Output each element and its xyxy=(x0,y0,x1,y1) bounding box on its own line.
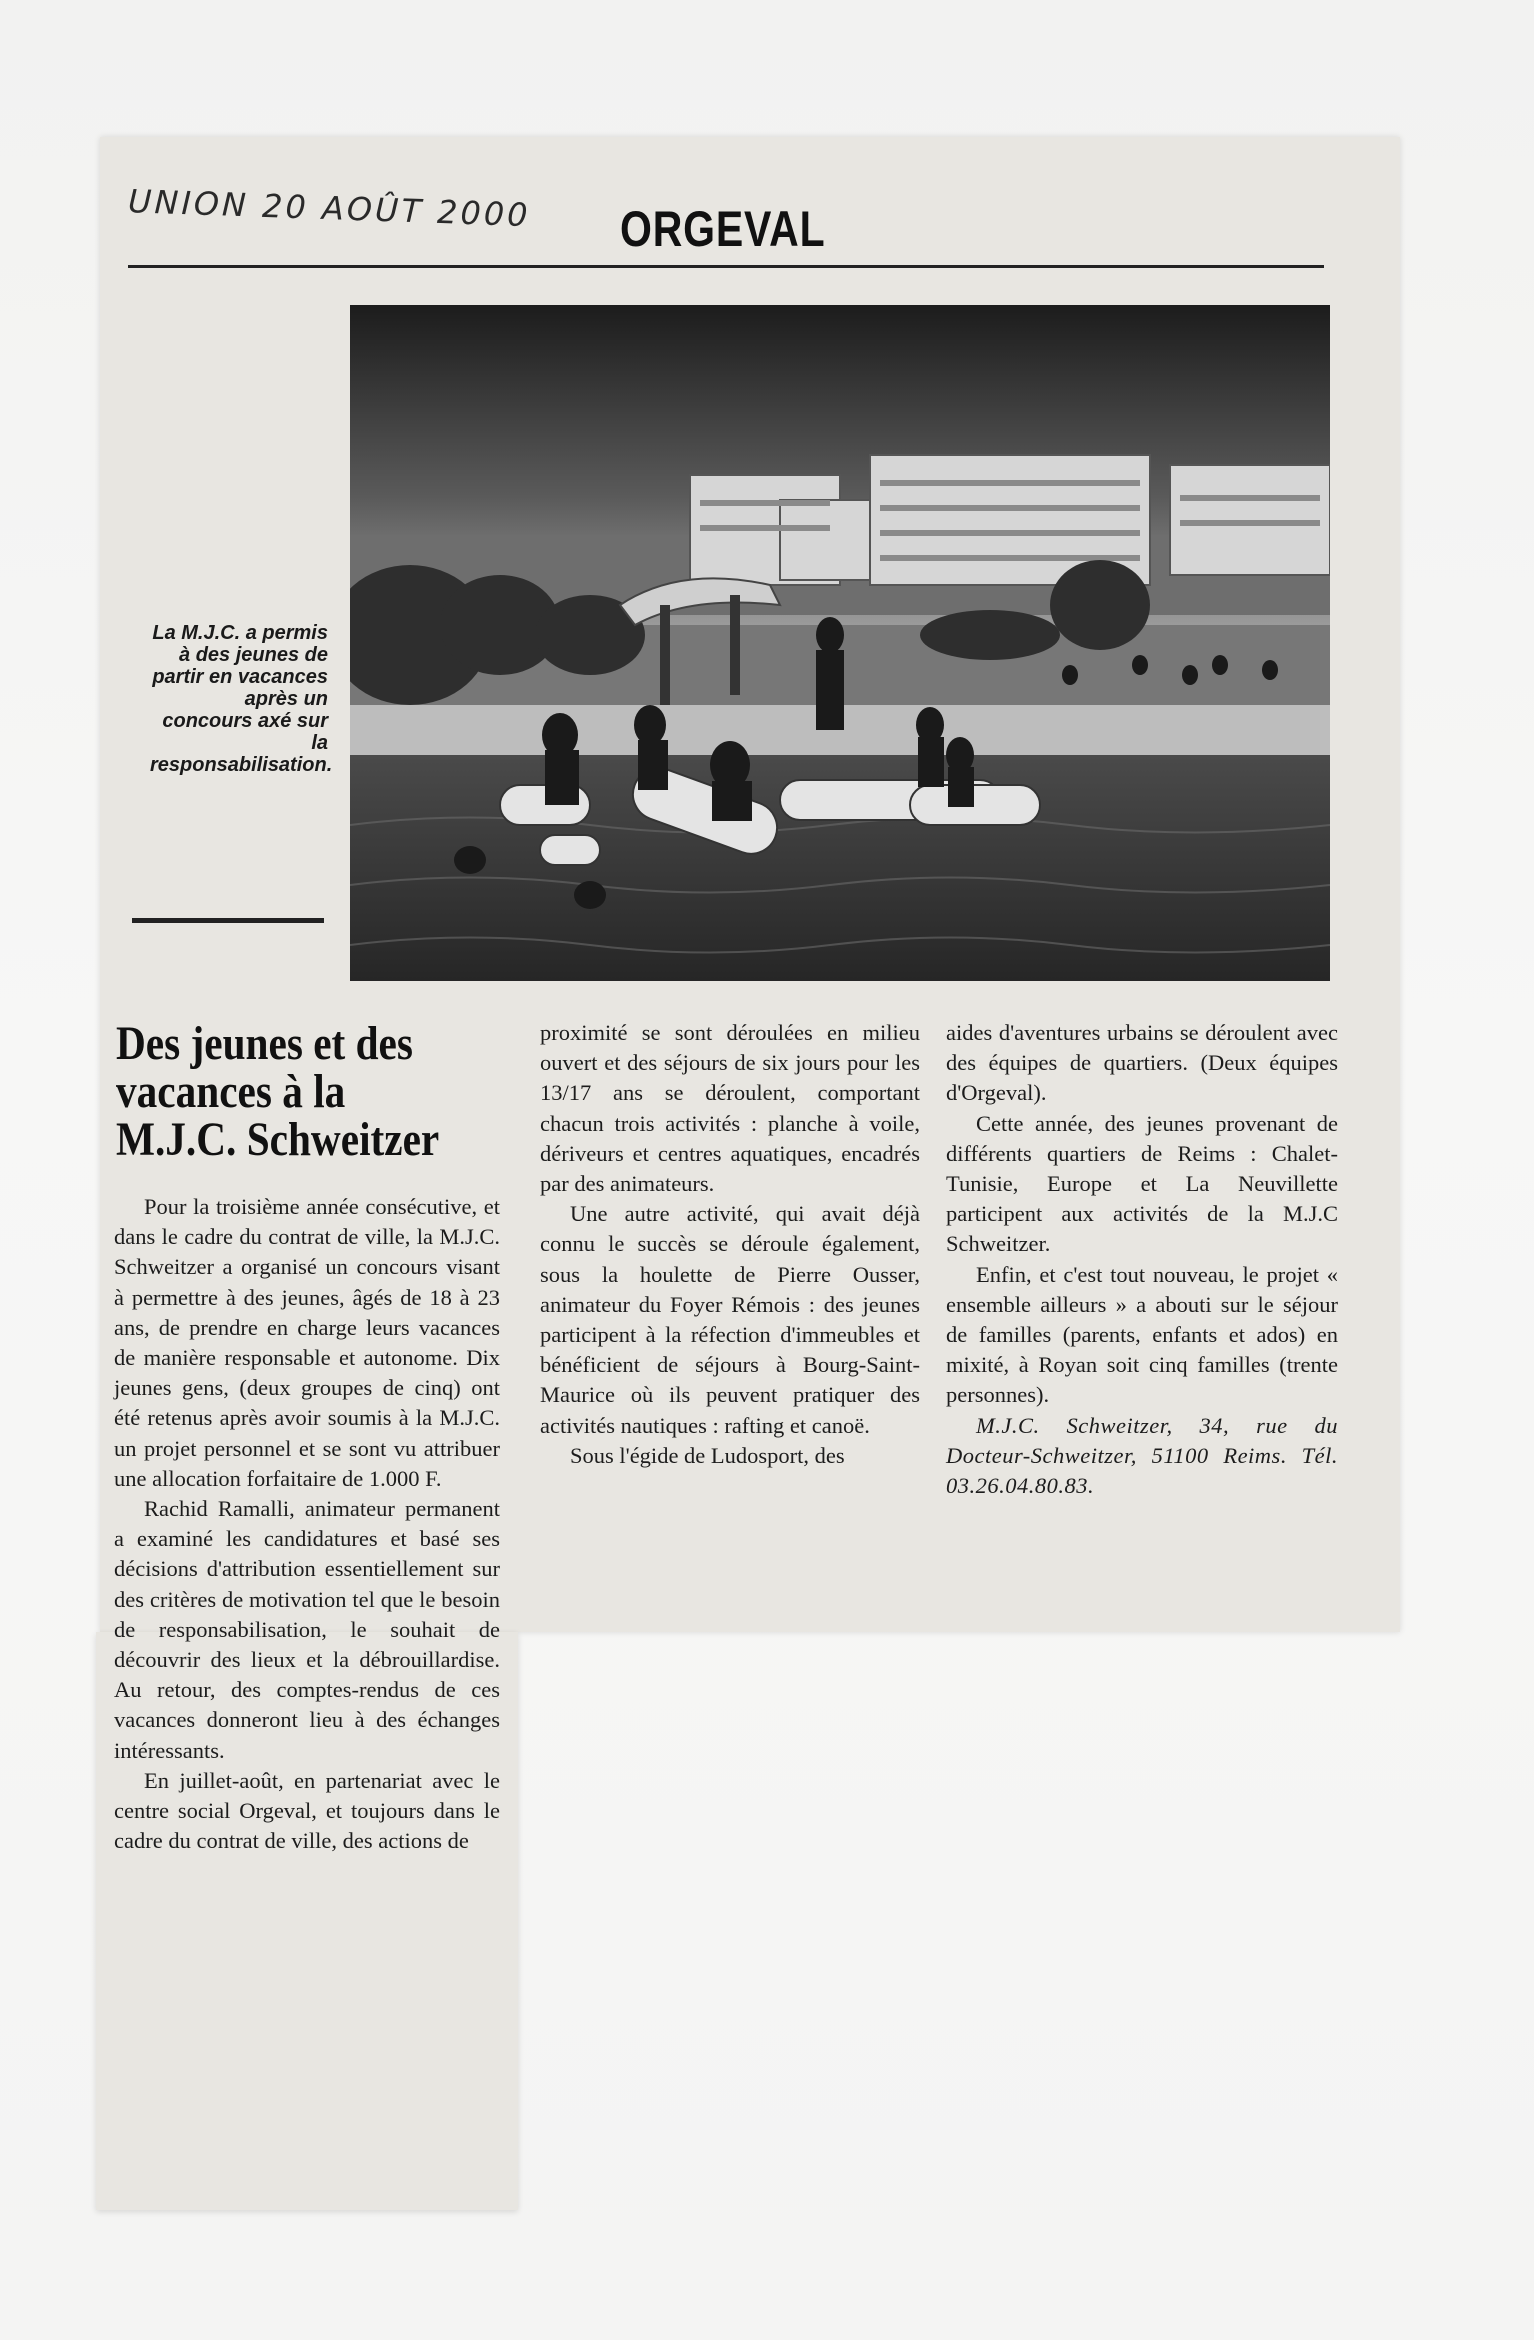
paragraph: Rachid Ramalli, animateur permanent a examiné les candidatures et basé ses décisions d'attribution essentiellement sur des critères de motivation tel que le besoin de responsabilisation, le souhait de découvrir des lieux et la débrouillardise. Au retour, des comptes-rendus de ces vacances donneront lieu à des échanges intéressants. xyxy=(114,1496,500,1763)
article-column-3 xyxy=(946,1018,1338,1501)
paragraph: Pour la troisième année consécutive, et dans le cadre du contrat de ville, la M.J.C. Schweitzer a organisé un concours visant à permettre à des jeunes, âgés de 18 à 23 ans, de prendre en charge leurs vacances de manière responsable et autonome. Dix jeunes gens, (deux groupes de cinq) ont été retenus après avoir soumis à la M.J.C. un projet personnel et se sont vu attribuer une allocation forfaitaire de 1.000 F. xyxy=(114,1194,500,1491)
paragraph: Cette année, des jeunes provenant de différents quartiers de Reims : Chalet-Tunisie, Europe et La Neuvillette participent aux activités de la M.J.C Schweitzer. xyxy=(946,1110,1338,1257)
paragraph: En juillet-août, en partenariat avec le centre social Orgeval, et toujours dans le cadre du contrat de ville, des actions de xyxy=(114,1767,500,1854)
paragraph: aides d'aventures urbains se déroulent avec des équipes de quartiers. (Deux équipes d'Orgeval). xyxy=(946,1020,1338,1106)
section-title: ORGEVAL xyxy=(620,201,826,257)
header-rule xyxy=(128,265,1324,268)
article-headline: Des jeunes et des vacances à la M.J.C. Schweitzer xyxy=(116,1017,440,1166)
photo-caption: La M.J.C. a permis à des jeunes de partir en vacances après un concours axé sur la responsabilisation. xyxy=(150,622,333,776)
handwritten-note: UNION 20 AOÛT 2000 xyxy=(127,182,532,235)
article-column-1 xyxy=(114,1192,500,1856)
caption-rule xyxy=(132,918,324,923)
paragraph: proximité se sont déroulées en milieu ouvert et des séjours de six jours pour les 13/17 ans se déroulent, comportant chacun trois activités : planche à voile, dériveurs et centres aquatiques, encadrés par des animateurs. xyxy=(540,1020,920,1197)
article-column-2 xyxy=(540,1018,920,1471)
paragraph: Sous l'égide de Ludosport, des xyxy=(570,1442,845,1468)
contact-address: M.J.C. Schweitzer, 34, rue du Docteur-Schweitzer, 51100 Reims. Tél. 03.26.04.80.83. xyxy=(946,1412,1338,1499)
paragraph: Une autre activité, qui avait déjà connu le succès se déroule également, sous la houlette de Pierre Ousser, animateur du Foyer Rémois : des jeunes participent à la réfection d'immeubles et bénéficient de séjours à Bourg-Saint-Maurice où ils peuvent pratiquer des activités nautiques : rafting et canoë. xyxy=(540,1201,920,1438)
paragraph: Enfin, et c'est tout nouveau, le projet « ensemble ailleurs » a abouti sur le séjour de familles (parents, enfants et ados) en mixité, à Royan soit cinq familles (trente personnes). xyxy=(946,1261,1338,1408)
photo-swimming-pool xyxy=(350,305,1330,981)
